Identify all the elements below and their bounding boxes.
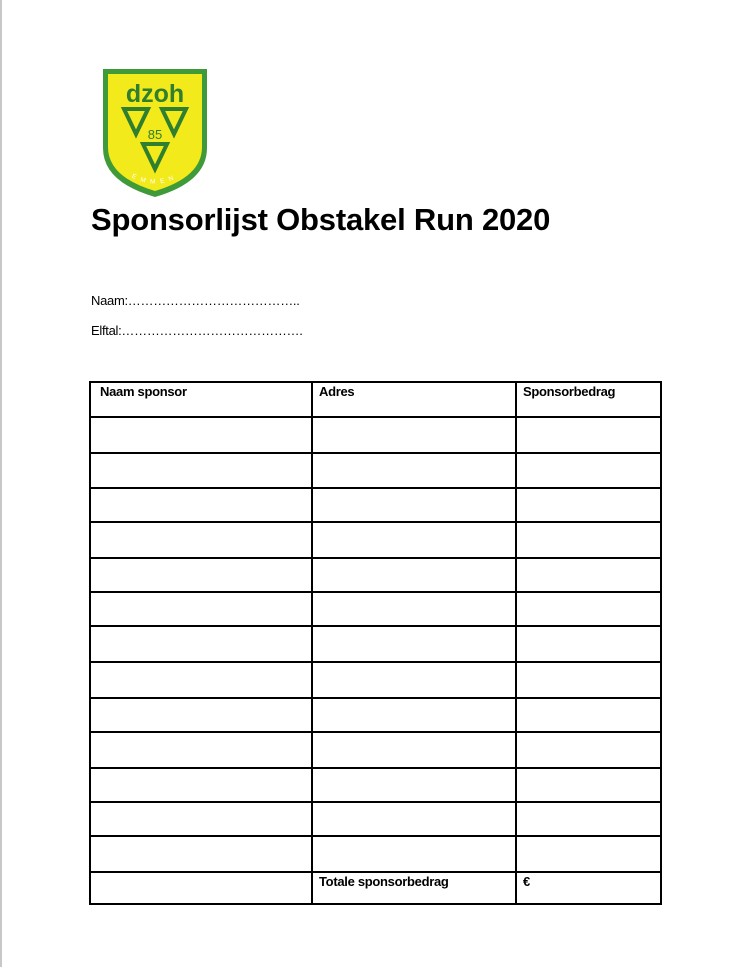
table-row — [90, 662, 661, 698]
amount-cell[interactable] — [516, 698, 661, 732]
header-address: Adres — [312, 382, 516, 417]
sponsor-name-cell[interactable] — [90, 417, 312, 453]
table-row — [90, 453, 661, 488]
total-label: Totale sponsorbedrag — [312, 872, 516, 904]
address-cell[interactable] — [312, 453, 516, 488]
sponsor-name-cell[interactable] — [90, 768, 312, 802]
page-edge — [0, 0, 2, 967]
logo-place: EMMEN — [130, 172, 180, 186]
address-cell[interactable] — [312, 558, 516, 592]
sponsor-table — [89, 381, 662, 905]
sponsor-name-cell[interactable] — [90, 558, 312, 592]
amount-cell[interactable] — [516, 626, 661, 662]
club-logo — [102, 68, 208, 198]
table-row — [90, 522, 661, 558]
table-row — [90, 417, 661, 453]
address-cell[interactable] — [312, 836, 516, 872]
logo-text: dzoh — [125, 80, 185, 108]
address-cell[interactable] — [312, 626, 516, 662]
sponsor-name-cell[interactable] — [90, 802, 312, 836]
total-value-cell[interactable]: € — [516, 872, 661, 904]
amount-cell[interactable] — [516, 836, 661, 872]
logo-number: 85 — [147, 127, 163, 142]
sponsor-name-cell[interactable] — [90, 732, 312, 768]
table-row — [90, 626, 661, 662]
table-row — [90, 768, 661, 802]
total-row — [90, 872, 661, 904]
name-field-label: Naam:………………………………….. — [91, 293, 300, 308]
sponsor-name-cell[interactable] — [90, 626, 312, 662]
amount-cell[interactable] — [516, 732, 661, 768]
amount-cell[interactable] — [516, 522, 661, 558]
header-amount: Sponsorbedrag — [516, 382, 661, 417]
sponsor-name-cell[interactable] — [90, 836, 312, 872]
address-cell[interactable] — [312, 732, 516, 768]
amount-cell[interactable] — [516, 417, 661, 453]
sponsor-name-cell[interactable] — [90, 698, 312, 732]
sponsor-name-cell[interactable] — [90, 592, 312, 626]
table-row — [90, 592, 661, 626]
table-header-row — [90, 382, 661, 417]
address-cell[interactable] — [312, 592, 516, 626]
address-cell[interactable] — [312, 522, 516, 558]
table-row — [90, 558, 661, 592]
amount-cell[interactable] — [516, 662, 661, 698]
address-cell[interactable] — [312, 417, 516, 453]
sponsor-name-cell[interactable] — [90, 453, 312, 488]
table-row — [90, 488, 661, 522]
address-cell[interactable] — [312, 802, 516, 836]
table-row — [90, 802, 661, 836]
address-cell[interactable] — [312, 698, 516, 732]
amount-cell[interactable] — [516, 558, 661, 592]
amount-cell[interactable] — [516, 802, 661, 836]
amount-cell[interactable] — [516, 488, 661, 522]
address-cell[interactable] — [312, 488, 516, 522]
sponsor-name-cell[interactable] — [90, 662, 312, 698]
table-row — [90, 698, 661, 732]
table-row — [90, 836, 661, 872]
team-field-label: Elftal:……………………………………. — [91, 323, 303, 338]
total-empty-cell — [90, 872, 312, 904]
sponsor-name-cell[interactable] — [90, 488, 312, 522]
header-sponsor-name: Naam sponsor — [90, 382, 312, 417]
page-title: Sponsorlijst Obstakel Run 2020 — [91, 202, 551, 237]
amount-cell[interactable] — [516, 592, 661, 626]
sponsor-name-cell[interactable] — [90, 522, 312, 558]
address-cell[interactable] — [312, 768, 516, 802]
address-cell[interactable] — [312, 662, 516, 698]
table-row — [90, 732, 661, 768]
amount-cell[interactable] — [516, 453, 661, 488]
amount-cell[interactable] — [516, 768, 661, 802]
